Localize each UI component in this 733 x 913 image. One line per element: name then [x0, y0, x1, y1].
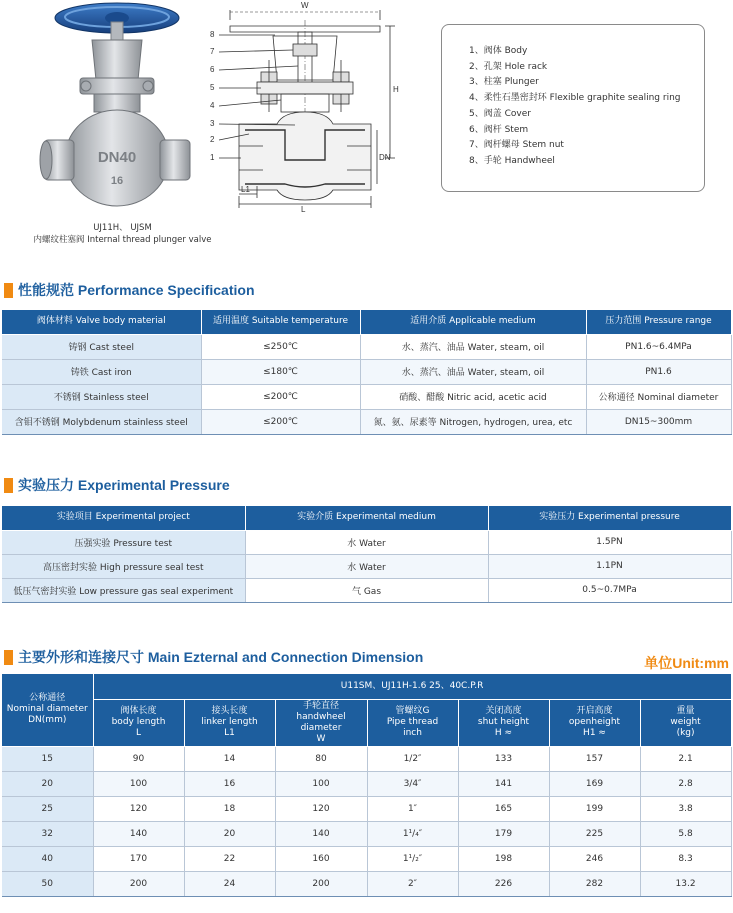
dim-cell: 199	[549, 796, 640, 821]
exp-cell: 1.5PN	[488, 530, 731, 554]
table-row	[2, 554, 731, 578]
dim-cell: 20	[2, 771, 93, 796]
dim-cell: 24	[184, 871, 275, 896]
table-row	[2, 359, 731, 384]
dim-cell: 141	[458, 771, 549, 796]
part-item: 7、阀杆螺母 Stem nut	[469, 140, 564, 151]
dim-cell: 15	[2, 746, 93, 771]
part-item: 6、阀杆 Stem	[469, 124, 529, 135]
perf-cell: 氮、氨、尿素等 Nitrogen, hydrogen, urea, etc	[360, 409, 586, 434]
exp-cell: 0.5~0.7MPa	[488, 578, 731, 602]
performance-section-title	[4, 281, 255, 299]
table-row	[2, 771, 731, 796]
dim-header-text: weight	[670, 717, 701, 727]
dim-cell: 1¹/₄″	[367, 821, 458, 846]
section-marker	[4, 650, 13, 665]
exp-cell: 低压气密封实验 Low pressure gas seal experiment	[2, 578, 245, 602]
dim-header-text: W	[316, 733, 326, 744]
callout-7: 7	[210, 47, 215, 56]
perf-cell: ≤200℃	[201, 384, 360, 409]
perf-header-medium: 适用介质 Applicable medium	[360, 310, 586, 334]
dim-cell: 3.8	[640, 796, 731, 821]
dim-label-h: H	[393, 85, 399, 94]
dim-header-weight	[640, 699, 731, 746]
perf-cell: 铸钢 Cast steel	[2, 334, 201, 359]
dim-header-text: 手轮直径	[302, 700, 339, 711]
dim-header-text: 关闭高度	[485, 706, 522, 716]
dim-cell: 16	[184, 771, 275, 796]
perf-cell: DN15~300mm	[586, 409, 731, 434]
callout-3: 3	[210, 119, 215, 128]
exp-header-pressure: 实验压力 Experimental pressure	[488, 506, 731, 530]
dim-header-text: body length	[111, 717, 166, 727]
performance-title-text: 性能规范 Performance Specification	[18, 282, 255, 298]
callout-2: 2	[210, 135, 215, 144]
table-row	[2, 821, 731, 846]
exp-cell: 水 Water	[245, 530, 488, 554]
dim-header-text: H ≈	[494, 728, 513, 738]
dim-cell: 120	[93, 796, 184, 821]
dim-header-text: L1	[224, 728, 235, 738]
dim-header-text: H1 ≈	[583, 728, 606, 738]
dim-label-l1: L1	[241, 185, 250, 194]
dim-header-dn	[2, 674, 93, 746]
callout-4: 4	[210, 101, 215, 110]
dim-header-text: inch	[403, 728, 422, 738]
dim-header-text: (kg)	[676, 728, 695, 738]
dim-cell: 20	[184, 821, 275, 846]
dim-header-body-length	[93, 699, 184, 746]
dim-cell: 140	[275, 821, 367, 846]
dim-header-linker-length	[184, 699, 275, 746]
unit-label: 单位Unit:mm	[644, 655, 729, 671]
part-item: 3、柱塞 Plunger	[469, 77, 539, 88]
callout-6: 6	[210, 65, 215, 74]
experimental-title-text: 实验压力 Experimental Pressure	[18, 477, 230, 493]
part-item: 1、阀体 Body	[469, 46, 528, 56]
dim-cell: 13.2	[640, 871, 731, 896]
section-marker	[4, 478, 13, 493]
perf-cell: 公称通径 Nominal diameter	[586, 384, 731, 409]
dim-header-text: Pipe thread	[386, 717, 439, 727]
dim-cell: 160	[275, 846, 367, 871]
dim-cell: 200	[93, 871, 184, 896]
exp-cell: 1.1PN	[488, 554, 731, 578]
dim-header-text: linker length	[201, 717, 258, 727]
dim-cell: 157	[549, 746, 640, 771]
dimension-table	[2, 674, 732, 897]
part-item: 5、阀盖 Cover	[469, 108, 531, 119]
dim-cell: 225	[549, 821, 640, 846]
table-row	[2, 530, 731, 554]
dim-header-handwheel-diameter	[275, 699, 367, 746]
dim-cell: 100	[275, 771, 367, 796]
perf-cell: 水、蒸汽、油品 Water, steam, oil	[360, 359, 586, 384]
callout-5: 5	[210, 83, 215, 92]
dim-cell: 200	[275, 871, 367, 896]
dim-header-shut-height	[458, 699, 549, 746]
dim-cell: 2.1	[640, 746, 731, 771]
table-row	[2, 746, 731, 771]
dim-header-dn-cn: 公称通径	[29, 693, 66, 704]
dim-cell: 179	[458, 821, 549, 846]
photo-pressure-marking: 16	[110, 175, 124, 187]
photo-size-marking: DN40	[97, 149, 137, 166]
table-row	[2, 796, 731, 821]
dim-header-text: 阀体长度	[120, 706, 157, 716]
exp-cell: 气 Gas	[245, 578, 488, 602]
dim-cell: 100	[93, 771, 184, 796]
callout-8: 8	[210, 30, 215, 39]
dim-cell: 165	[458, 796, 549, 821]
dim-cell: 18	[184, 796, 275, 821]
dim-cell: 32	[2, 821, 93, 846]
perf-header-temperature: 适用温度 Suitable temperature	[201, 310, 360, 334]
dim-cell: 169	[549, 771, 640, 796]
table-row	[2, 409, 731, 434]
perf-header-pressure: 压力范围 Pressure range	[586, 310, 731, 334]
dim-cell: 8.3	[640, 846, 731, 871]
dim-cell: 22	[184, 846, 275, 871]
perf-cell: 不锈钢 Stainless steel	[2, 384, 201, 409]
valve-section-drawing	[205, 0, 405, 212]
valve-photo	[22, 0, 202, 218]
dimension-section-title	[4, 648, 423, 666]
perf-cell: ≤250℃	[201, 334, 360, 359]
dim-cell: 1″	[367, 796, 458, 821]
dim-header-text: L	[135, 728, 141, 738]
dim-group-header: U11SM、UJ11H-1.6 25、40C.P.R	[93, 674, 731, 699]
product-caption-model: UJ11H、 UJSM	[93, 223, 152, 233]
product-caption-name: 内螺纹柱塞阀 Internal thread plunger valve	[33, 235, 212, 245]
table-row	[2, 384, 731, 409]
table-row	[2, 846, 731, 871]
dim-cell: 80	[275, 746, 367, 771]
perf-cell: 铸铁 Cast iron	[2, 359, 201, 384]
exp-cell: 高压密封实验 High pressure seal test	[2, 554, 245, 578]
dim-cell: 246	[549, 846, 640, 871]
parts-list	[441, 24, 705, 192]
dim-cell: 90	[93, 746, 184, 771]
dim-label-w: W	[301, 1, 309, 10]
dim-header-text: 重量	[676, 706, 695, 716]
exp-header-project: 实验项目 Experimental project	[2, 506, 245, 530]
perf-cell: PN1.6	[586, 359, 731, 384]
dim-cell: 40	[2, 846, 93, 871]
dim-cell: 170	[93, 846, 184, 871]
dim-label-dn: DN	[379, 153, 391, 162]
dim-cell: 2″	[367, 871, 458, 896]
dim-header-text: handwheel diameter	[296, 711, 346, 733]
dim-label-l: L	[301, 205, 306, 212]
dim-cell: 226	[458, 871, 549, 896]
experimental-table	[2, 506, 732, 603]
dim-cell: 133	[458, 746, 549, 771]
dim-header-text: 接头长度	[211, 706, 248, 716]
dim-cell: 5.8	[640, 821, 731, 846]
dim-cell: 120	[275, 796, 367, 821]
dim-cell: 14	[184, 746, 275, 771]
perf-cell: ≤200℃	[201, 409, 360, 434]
dim-cell: 3/4″	[367, 771, 458, 796]
perf-cell: PN1.6~6.4MPa	[586, 334, 731, 359]
dim-header-open-height	[549, 699, 640, 746]
perf-cell: 水、蒸汽、油品 Water, steam, oil	[360, 334, 586, 359]
perf-cell: 含钼不锈钢 Molybdenum stainless steel	[2, 409, 201, 434]
dim-cell: 198	[458, 846, 549, 871]
dim-header-dn-unit: DN(mm)	[28, 715, 67, 726]
perf-cell: ≤180℃	[201, 359, 360, 384]
table-row	[2, 871, 731, 896]
dim-header-text: shut height	[477, 717, 530, 727]
exp-cell: 压强实验 Pressure test	[2, 530, 245, 554]
dim-cell: 1/2″	[367, 746, 458, 771]
callout-1: 1	[210, 153, 215, 162]
dim-cell: 2.8	[640, 771, 731, 796]
experimental-section-title	[4, 476, 230, 494]
dim-cell: 282	[549, 871, 640, 896]
table-row	[2, 578, 731, 602]
part-item: 4、柔性石墨密封环 Flexible graphite sealing ring	[469, 93, 681, 104]
table-row	[2, 334, 731, 359]
exp-cell: 水 Water	[245, 554, 488, 578]
dim-header-text: 管螺纹G	[395, 706, 430, 716]
dim-header-pipe-thread	[367, 699, 458, 746]
dim-cell: 140	[93, 821, 184, 846]
exp-header-medium: 实验介质 Experimental medium	[245, 506, 488, 530]
dim-header-dn-en: Nominal diameter	[6, 704, 88, 715]
section-marker	[4, 283, 13, 298]
dim-cell: 1¹/₂″	[367, 846, 458, 871]
part-item: 2、孔架 Hole rack	[469, 61, 548, 72]
dim-cell: 25	[2, 796, 93, 821]
dim-header-text: 开启高度	[576, 706, 613, 716]
performance-table	[2, 310, 732, 435]
perf-cell: 硝酸、醋酸 Nitric acid, acetic acid	[360, 384, 586, 409]
dim-header-text: openheight	[568, 717, 621, 727]
dim-cell: 50	[2, 871, 93, 896]
perf-header-material: 阀体材料 Valve body material	[2, 310, 201, 334]
part-item: 8、手轮 Handwheel	[469, 155, 555, 166]
dimension-title-text: 主要外形和连接尺寸 Main Ezternal and Connection Dimension	[18, 649, 424, 665]
